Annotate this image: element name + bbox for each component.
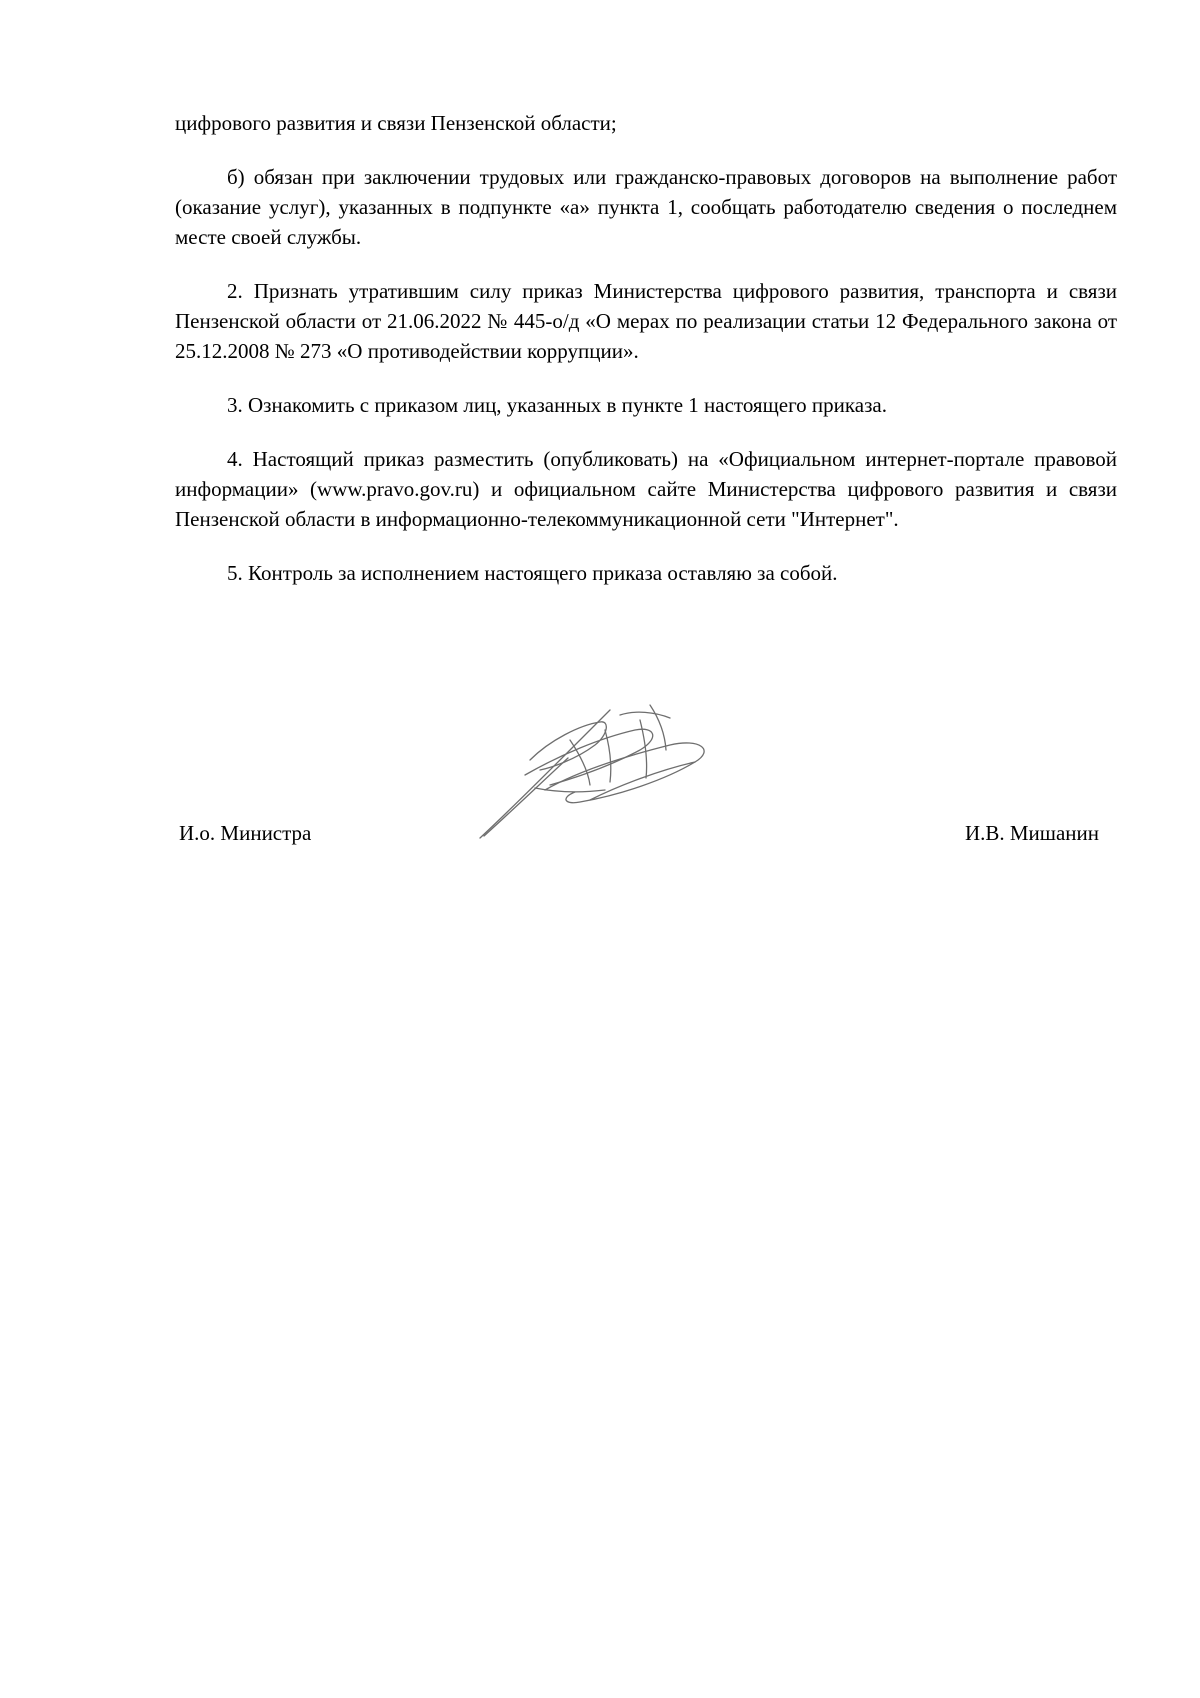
- paragraph-continuation: цифрового развития и связи Пензенской области;: [175, 111, 617, 135]
- paragraph-item-5: 5. Контроль за исполнением настоящего приказа оставляю за собой.: [227, 561, 838, 585]
- paragraph-item-3: 3. Ознакомить с приказом лиц, указанных в пункте 1 настоящего приказа.: [227, 393, 887, 417]
- paragraph-item-4: 4. Настоящий приказ разместить (опубликовать) на «Официальном интернет-портале правовой информации» (www.pravo.gov.ru) и официальном сайте Министерства цифрового развития и связи Пензенской области в информационно-телекоммуникационной сети "Интернет".: [175, 447, 1117, 531]
- paragraph-item-b: б) обязан при заключении трудовых или гражданско-правовых договоров на выполнение работ (оказание услуг), указанных в подпункте «а» пункта 1, сообщать работодателю сведения о последнем месте своей службы.: [175, 165, 1117, 249]
- signature-block: [175, 818, 1117, 858]
- paragraph-item-2: 2. Признать утратившим силу приказ Министерства цифрового развития, транспорта и связи Пензенской области от 21.06.2022 № 445-о/д «О мерах по реализации статьи 12 Федерального закона от 25.12.2008 № 273 «О противодействии коррупции».: [175, 279, 1117, 363]
- signatory-title: И.о. Министра: [179, 821, 312, 845]
- document-body: [175, 108, 1117, 612]
- signatory-name: И.В. Мишанин: [964, 821, 1099, 845]
